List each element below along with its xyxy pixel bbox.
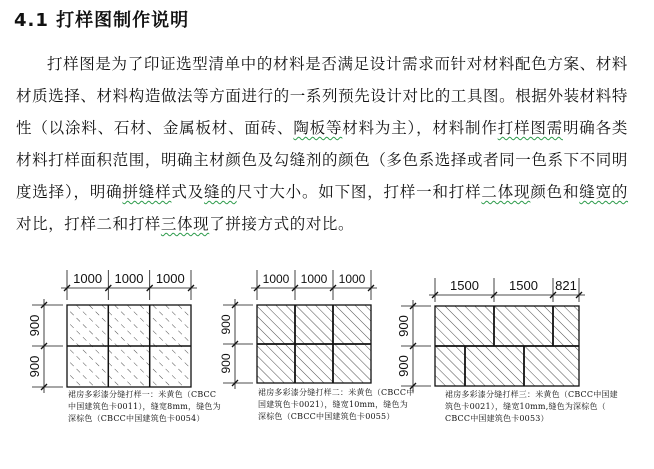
sample-1-caption xyxy=(68,389,228,425)
caption-line: CBCC中国建筑色卡0053） xyxy=(445,414,549,423)
para-text-flagged: 缝宽的 xyxy=(579,183,629,201)
para-text: 了拼接方式的对比。 xyxy=(209,215,355,233)
section-heading: 4.1 打样图制作说明 xyxy=(14,10,190,31)
sample-1-drawing xyxy=(32,270,197,393)
sample-3-drawing xyxy=(401,278,585,392)
para-text-flagged: 拼缝样 xyxy=(122,183,172,201)
caption-line: 深棕色（CBCC中国建筑色卡0054） xyxy=(68,414,205,423)
para-text-flagged: 陶板等 xyxy=(293,119,343,137)
dim-label: 900 xyxy=(27,314,42,337)
dim-label: 900 xyxy=(27,355,42,378)
sample-2-drawing xyxy=(223,270,377,389)
para-text: 明确各类材料打样面积范围，明确主材颜色及勾缝剂的颜色（多色系选择或者同一色系下不同明度选择），明确 xyxy=(16,119,628,201)
dim-label: 821 xyxy=(555,278,577,293)
caption-line: 国建筑色卡0021），缝宽10mm，缝色为 xyxy=(258,400,408,409)
dim-label: 1000 xyxy=(114,271,144,286)
sample-3-caption xyxy=(445,389,635,425)
sample-2-caption xyxy=(258,387,418,423)
drawings-canvas xyxy=(0,262,654,469)
caption-line: 筑色卡0021），缝宽10mm,缝色为深棕色（ xyxy=(445,402,606,411)
para-text: 对比，打样二和打样 xyxy=(16,215,161,233)
dim-label: 1000 xyxy=(338,272,366,286)
dim-label: 900 xyxy=(219,353,233,374)
dim-label: 1000 xyxy=(262,272,290,286)
dim-label: 1000 xyxy=(300,272,328,286)
caption-line: 中国建筑色卡0011），缝宽8mm，缝色为 xyxy=(68,402,221,411)
para-text: 尺寸大小。如下图，打样一和打样 xyxy=(236,183,482,201)
para-text: 颜色和 xyxy=(530,183,580,201)
dim-label: 1500 xyxy=(450,278,479,293)
para-text: 打样图是为了印证选型清单中的材料是否满足设计需求而针对材料配色方案、材料材质选择、材料构造做法等方面进行的一系列预先设计对比的工具图。根据外装材料特性（以涂料、石材、金属板材、面砖、 xyxy=(16,55,628,137)
caption-line: 裙房多彩漆分缝打样一：米黄色（CBCC xyxy=(68,390,217,399)
dim-label: 1500 xyxy=(509,278,538,293)
para-text: 式及 xyxy=(171,183,205,201)
dim-label: 900 xyxy=(396,355,411,377)
para-text: 材料为主），材料制作 xyxy=(342,119,498,137)
caption-line: 裙房多彩漆分缝打样三：米黄色（CBCC中国建 xyxy=(445,390,618,399)
dim-label: 1000 xyxy=(155,271,185,286)
sample-drawings xyxy=(0,262,654,469)
description-paragraph xyxy=(16,48,628,240)
para-text-flagged: 三体现 xyxy=(160,215,210,233)
caption-line: 深棕色（CBCC中国建筑色卡0055） xyxy=(258,412,395,421)
caption-line: 裙房多彩漆分缝打样二：米黄色（CBCC中 xyxy=(258,388,415,397)
para-text-flagged: 打样图需 xyxy=(497,119,563,137)
dim-label: 900 xyxy=(219,314,233,335)
dim-label: 1000 xyxy=(73,271,103,286)
dim-label: 900 xyxy=(396,315,411,337)
para-text-flagged: 二体现 xyxy=(481,183,531,201)
para-text-flagged: 缝的 xyxy=(204,183,237,201)
